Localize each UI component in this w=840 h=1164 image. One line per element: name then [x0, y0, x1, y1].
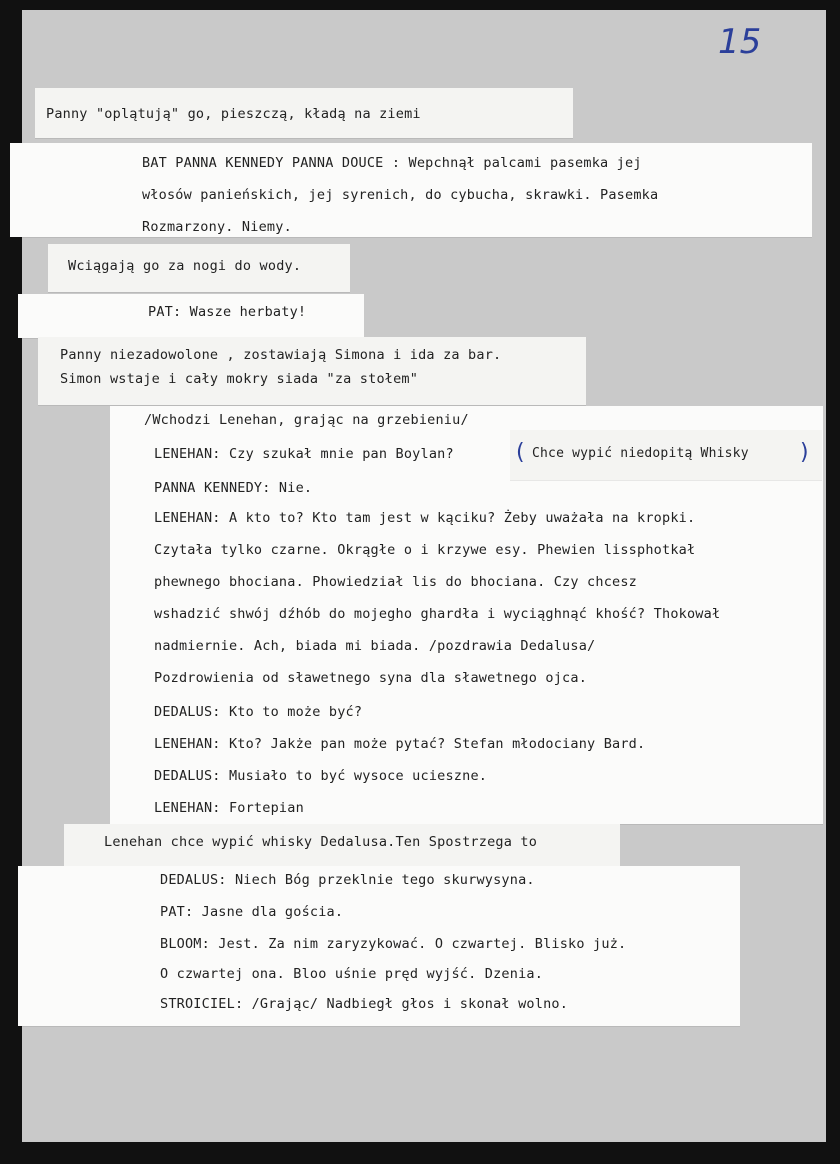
text-line: O czwartej ona. Bloo uśnie pręd wyjść. Dzenia. [160, 966, 544, 982]
strip-7 [18, 866, 740, 1026]
text-line: włosów panieńskich, jej syrenich, do cybucha, skrawki. Pasemka [142, 187, 659, 203]
open-paren: ( [516, 440, 525, 465]
text-line: PAT: Wasze herbaty! [148, 304, 307, 320]
text-line: PANNA KENNEDY: Nie. [154, 480, 313, 496]
text-line: LENEHAN: Czy szukał mnie pan Boylan? [154, 446, 454, 462]
text-line: Rozmarzony. Niemy. [142, 219, 292, 235]
strip-6 [64, 824, 620, 866]
note-text: Chce wypić niedopitą Whisky [532, 446, 749, 461]
pasted-note [510, 430, 822, 480]
stage-direction: Panny niezadowolone , zostawiają Simona i ida za bar. [60, 347, 502, 363]
stage-direction: Wciągają go za nogi do wody. [68, 258, 302, 274]
strip-3 [48, 244, 350, 292]
text-line: DEDALUS: Niech Bóg przeklnie tego skurwysyna. [160, 872, 535, 888]
stage-direction: Simon wstaje i cały mokry siada "za stołem" [60, 371, 419, 387]
text-line: BLOOM: Jest. Za nim zaryzykować. O czwartej. Blisko już. [160, 936, 627, 952]
text-line: PAT: Jasne dla gościa. [160, 904, 344, 920]
strip-5 [38, 337, 586, 405]
text-line: STROICIEL: /Grając/ Nadbiegł głos i skonał wolno. [160, 996, 569, 1012]
stage-direction: Panny "oplątują" go, pieszczą, kładą na ziemi [46, 106, 421, 122]
close-paren: ) [800, 440, 809, 465]
text-line: Pozdrowienia od sławetnego syna dla sławetnego ojca. [154, 670, 588, 686]
strip-4 [18, 294, 364, 338]
text-line: phewnego bhociana. Phowiedział lis do bhociana. Czy chcesz [154, 574, 638, 590]
text-line: Czytała tylko czarne. Okrągłe o i krzywe esy. Phewien lissphotkał [154, 542, 696, 558]
text-line: BAT PANNA KENNEDY PANNA DOUCE : Wepchnął palcami pasemka jej [142, 155, 642, 171]
strip-2 [10, 143, 812, 237]
page-number: 15 [718, 22, 762, 62]
text-line: wshadzić shwój dźhób do mojegho ghardła i wyciąghnąć khość? Thokował [154, 606, 721, 622]
text-line: /Wchodzi Lenehan, grając na grzebieniu/ [144, 412, 469, 428]
text-line: DEDALUS: Kto to może być? [154, 704, 363, 720]
text-line: LENEHAN: A kto to? Kto tam jest w kąciku? Żeby uważała na kropki. [154, 510, 696, 526]
stage-direction: Lenehan chce wypić whisky Dedalusa.Ten Spostrzega to [104, 834, 538, 850]
text-line: DEDALUS: Musiało to być wysoce ucieszne. [154, 768, 488, 784]
text-line: nadmiernie. Ach, biada mi biada. /pozdrawia Dedalusa/ [154, 638, 596, 654]
strip-1 [35, 88, 573, 138]
text-line: LENEHAN: Kto? Jakże pan może pytać? Stefan młodociany Bard. [154, 736, 646, 752]
text-line: LENEHAN: Fortepian [154, 800, 304, 816]
